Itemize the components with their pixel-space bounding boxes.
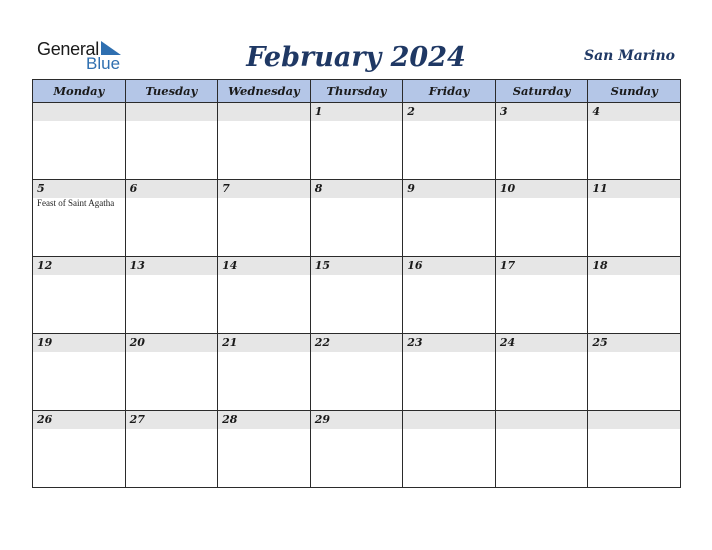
day-number: 7 xyxy=(222,182,230,195)
day-number-bar xyxy=(126,334,218,352)
day-cell xyxy=(588,180,681,257)
day-cell xyxy=(403,411,496,488)
day-number: 5 xyxy=(37,182,45,195)
day-number-bar xyxy=(218,334,310,352)
day-number-bar xyxy=(588,103,680,121)
calendar-week-row xyxy=(33,334,681,411)
day-cell xyxy=(218,257,311,334)
day-cell xyxy=(33,103,126,180)
day-cell xyxy=(125,180,218,257)
day-number: 22 xyxy=(314,336,330,349)
day-cell xyxy=(588,334,681,411)
day-number: 3 xyxy=(499,105,508,118)
day-number-bar xyxy=(126,411,218,429)
day-number-bar xyxy=(403,103,495,121)
country-label: San Marino xyxy=(583,48,675,64)
day-cell xyxy=(403,334,496,411)
day-number: 2 xyxy=(407,105,415,118)
day-cell xyxy=(33,334,126,411)
day-number: 23 xyxy=(407,336,423,349)
day-number-bar xyxy=(33,411,125,429)
logo-text-blue: Blue xyxy=(86,54,121,73)
day-number-bar xyxy=(496,103,588,121)
day-number-bar xyxy=(311,411,403,429)
day-cell xyxy=(33,257,126,334)
day-cell xyxy=(310,180,403,257)
weekday-friday: Friday xyxy=(403,80,496,103)
day-number-bar xyxy=(588,411,680,429)
day-number: 26 xyxy=(37,413,53,426)
day-number: 6 xyxy=(129,182,138,195)
day-number: 10 xyxy=(499,182,516,195)
day-cell xyxy=(495,103,588,180)
logo-text-general: General xyxy=(37,39,99,59)
day-cell xyxy=(310,334,403,411)
day-number-bar xyxy=(588,180,680,198)
day-number: 9 xyxy=(407,182,415,195)
day-number-bar xyxy=(218,411,310,429)
day-number-bar xyxy=(403,411,495,429)
day-number: 16 xyxy=(407,259,423,272)
day-number: 18 xyxy=(592,259,608,272)
day-number-bar xyxy=(403,257,495,275)
day-cell xyxy=(33,411,126,488)
day-number-bar xyxy=(496,180,588,198)
day-cell xyxy=(125,103,218,180)
weekday-header-row xyxy=(33,80,681,103)
day-number-bar xyxy=(311,180,403,198)
day-number: 19 xyxy=(37,336,53,349)
page-title: February 2024 xyxy=(246,42,466,73)
day-cell xyxy=(218,180,311,257)
day-number-bar xyxy=(218,180,310,198)
day-number-bar xyxy=(496,334,588,352)
day-number: 17 xyxy=(499,259,516,272)
day-number: 11 xyxy=(592,182,608,195)
calendar-grid xyxy=(32,79,681,488)
day-number-bar xyxy=(496,411,588,429)
day-number-bar xyxy=(33,103,125,121)
day-number: 20 xyxy=(129,336,145,349)
weekday-monday: Monday xyxy=(33,80,126,103)
day-number: 24 xyxy=(499,336,516,349)
day-number: 21 xyxy=(222,336,238,349)
day-number: 25 xyxy=(592,336,608,349)
day-number-bar xyxy=(496,257,588,275)
day-number: 28 xyxy=(222,413,238,426)
day-cell xyxy=(218,334,311,411)
calendar-week-row xyxy=(33,411,681,488)
day-cell xyxy=(495,411,588,488)
day-cell xyxy=(310,257,403,334)
day-cell xyxy=(218,103,311,180)
day-number-bar xyxy=(126,180,218,198)
day-number: 27 xyxy=(129,413,145,426)
day-number-bar xyxy=(588,257,680,275)
day-number: 12 xyxy=(37,259,53,272)
day-number: 13 xyxy=(129,259,145,272)
day-number: 1 xyxy=(314,105,323,118)
day-cell xyxy=(403,103,496,180)
day-cell xyxy=(495,257,588,334)
day-number-bar xyxy=(33,180,125,198)
weekday-sunday: Sunday xyxy=(588,80,681,103)
day-number: 14 xyxy=(222,259,238,272)
day-cell xyxy=(588,257,681,334)
day-cell xyxy=(495,334,588,411)
day-cell xyxy=(495,180,588,257)
day-cell xyxy=(310,103,403,180)
day-cell xyxy=(125,334,218,411)
day-number-bar xyxy=(126,103,218,121)
day-cell xyxy=(403,257,496,334)
day-number-bar xyxy=(403,334,495,352)
weekday-wednesday: Wednesday xyxy=(218,80,311,103)
calendar-week-row xyxy=(33,257,681,334)
day-cell xyxy=(310,411,403,488)
day-cell xyxy=(218,411,311,488)
day-cell xyxy=(125,411,218,488)
day-cell xyxy=(33,180,126,257)
day-number: 4 xyxy=(592,105,601,118)
holiday-label: Feast of Saint Agatha xyxy=(37,198,115,208)
day-number: 15 xyxy=(314,259,330,272)
day-cell xyxy=(125,257,218,334)
day-number-bar xyxy=(33,257,125,275)
calendar-week-row xyxy=(33,103,681,180)
weekday-tuesday: Tuesday xyxy=(125,80,218,103)
day-number-bar xyxy=(311,103,403,121)
day-number: 29 xyxy=(314,413,330,426)
weekday-thursday: Thursday xyxy=(310,80,403,103)
day-number-bar xyxy=(126,257,218,275)
day-number-bar xyxy=(218,103,310,121)
day-number-bar xyxy=(403,180,495,198)
day-number-bar xyxy=(588,334,680,352)
day-cell xyxy=(588,411,681,488)
weekday-saturday: Saturday xyxy=(495,80,588,103)
day-number-bar xyxy=(311,334,403,352)
day-number-bar xyxy=(218,257,310,275)
day-number: 8 xyxy=(314,182,323,195)
day-number-bar xyxy=(33,334,125,352)
day-cell xyxy=(588,103,681,180)
day-number-bar xyxy=(311,257,403,275)
calendar-week-row xyxy=(33,180,681,257)
day-cell xyxy=(403,180,496,257)
